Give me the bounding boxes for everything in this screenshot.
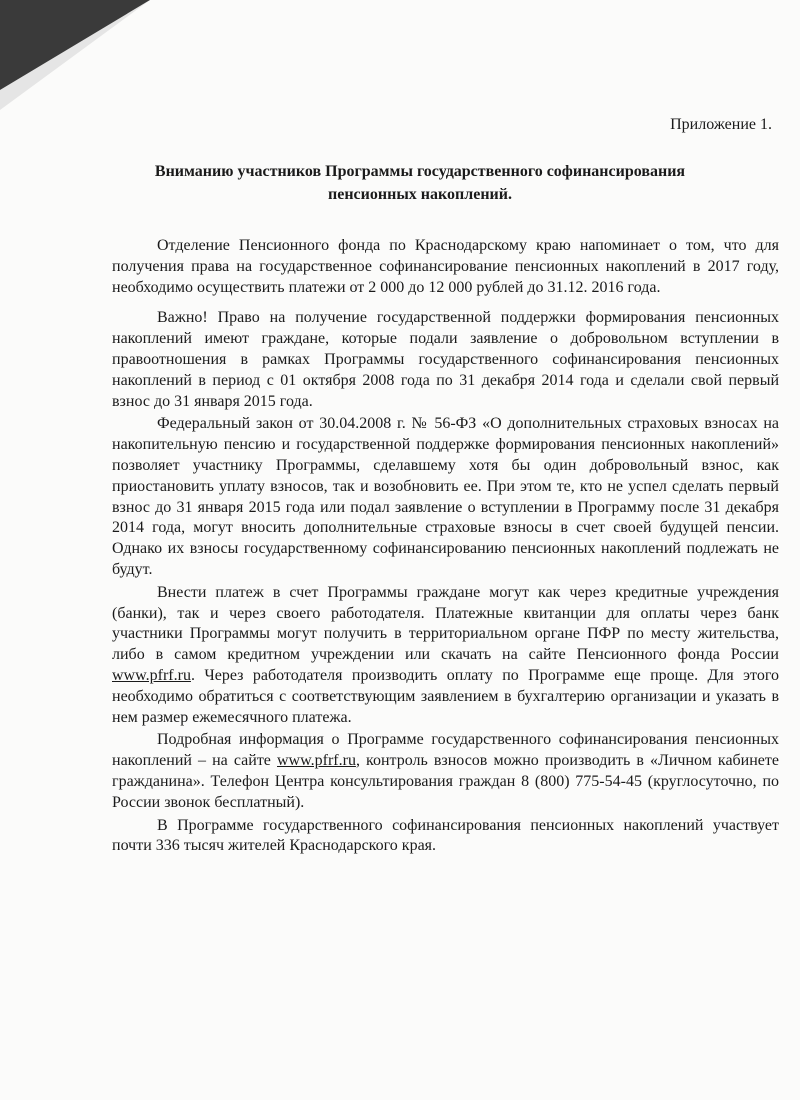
- paragraph-federal-law: Федеральный закон от 30.04.2008 г. № 56-ФЗ «О дополнительных страховых взносах на накопительную пенсию и государственной поддержке формирования пенсионных накоплений» позволяет участнику Программы, сделавшему хотя бы один добровольный взнос, как приостановить уплату взносов, так и возобновить ее. При этом те, кто не успел сделать первый взнос до 31 января 2015 года или подал заявление о вступлении в Программу после 31 декабря 2014 года, могут вносить дополнительные страховые взносы в счет своей будущей пенсии. Однако их взносы государственному софинансированию пенсионных накоплений подлежать не будут.: [112, 415, 779, 578]
- info-text-before: Подробная информация о Программе государственного софинансирования пенсионных накоплений – на сайте: [112, 731, 779, 770]
- document-body: [112, 236, 779, 857]
- document-title: [100, 160, 740, 206]
- paragraph-reminder: Отделение Пенсионного фонда по Краснодарскому краю напоминает о том, что для получения права на государственное софинансирование пенсионных накоплений в 2017 году, необходимо осуществить платежи от 2 000 до 12 000 рублей до 31.12. 2016 года.: [112, 237, 779, 296]
- title-line-1: Вниманию участников Программы государственного софинансирования: [154, 163, 686, 180]
- paragraph-important: Важно! Право на получение государственной поддержки формирования пенсионных накоплений имеют граждане, которые подали заявление о добровольном вступлении в правоотношения в рамках Программы государственного софинансирования пенсионных накоплений в период с 01 октября 2008 года по 31 декабря 2014 года и сделали свой первый взнос до 31 января 2015 года.: [112, 309, 779, 410]
- payment-text-after: . Через работодателя производить оплату по Программе еще проще. Для этого необходимо обратиться с соответствующим заявлением в бухгалтерию организации и указать в нем размер ежемесячного платежа.: [112, 666, 779, 726]
- paragraph-payment-methods: [112, 583, 779, 729]
- paragraph-participants: В Программе государственного софинансирования пенсионных накоплений участвует почти 336 тысяч жителей Краснодарского края.: [112, 816, 779, 855]
- payment-text-before: Внести платеж в счет Программы граждане могут как через кредитные учреждения (банки), так и через своего работодателя. Платежные квитанции для оплаты через банк участники Программы могут получить в территориальном органе ПФР по месту жительства, либо в самом кредитном учреждении или скачать на сайте Пенсионного фонда России: [112, 583, 779, 664]
- info-text-after: , контроль взносов можно производить в «Личном кабинете гражданина». Телефон Центра консультирования граждан 8 (800) 775-54-45 (круглосуточно, по России звонок бесплатный).: [112, 752, 780, 811]
- pfrf-link[interactable]: www.pfrf.ru: [112, 666, 191, 684]
- appendix-label: Приложение 1.: [670, 116, 772, 133]
- pfrf-link-2[interactable]: www.pfrf.ru: [277, 752, 356, 770]
- paragraph-more-info: [112, 730, 779, 813]
- title-line-2: пенсионных накоплений.: [328, 186, 512, 203]
